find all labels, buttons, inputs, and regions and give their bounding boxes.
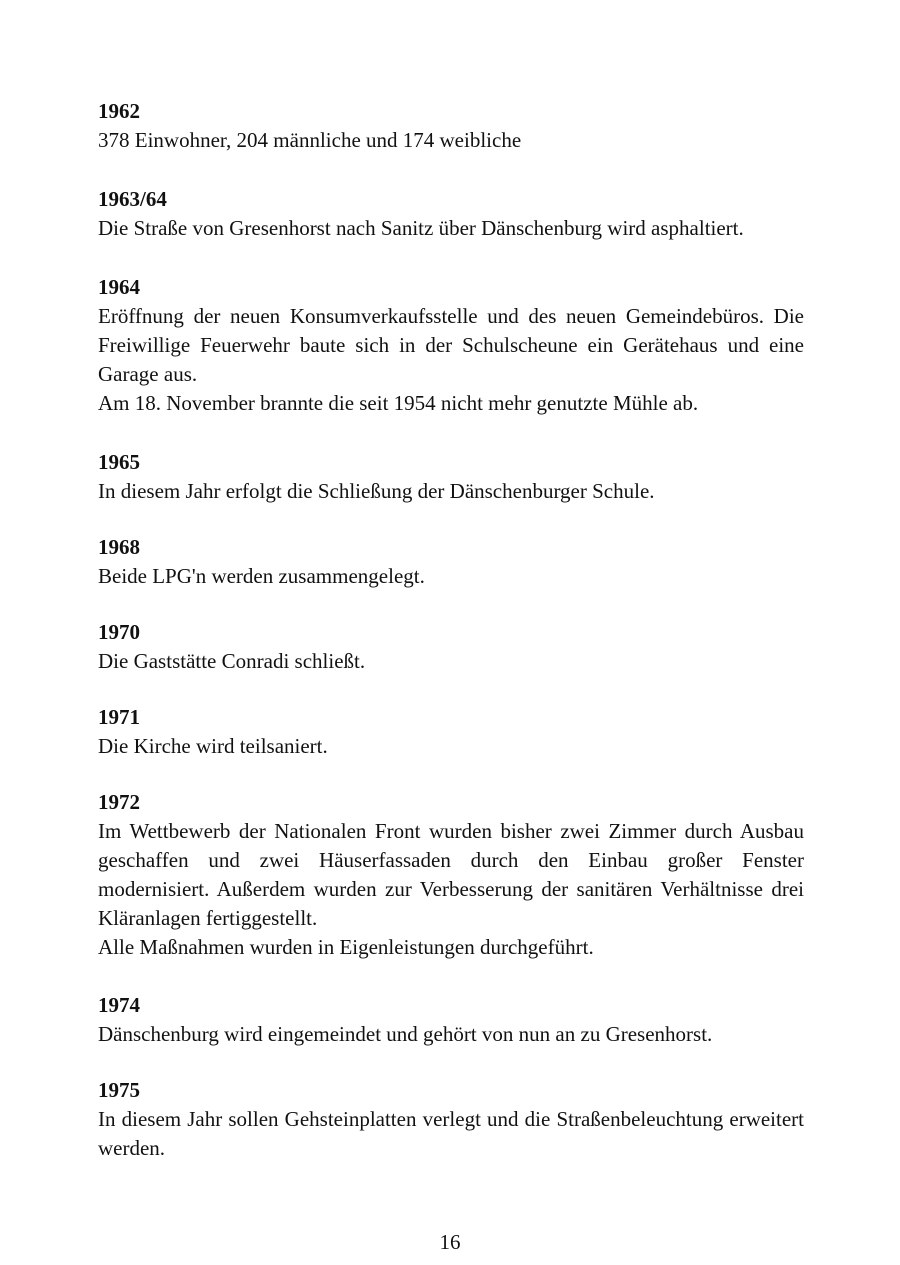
entry-year: 1963/64 xyxy=(98,187,167,211)
entry-paragraph: Im Wettbewerb der Nationalen Front wurden bisher zwei Zimmer durch Ausbau geschaffen und zwei Häuserfassaden durch den Einbau großer Fenster modernisiert. Außerdem wurden zur Verbesserung der sanitären Verhältnisse drei Kläranlagen fertiggestellt. xyxy=(98,819,804,930)
chronicle-entry xyxy=(98,991,804,1049)
entry-body xyxy=(98,214,804,243)
entry-year: 1965 xyxy=(98,450,140,474)
entry-paragraph: In diesem Jahr sollen Gehsteinplatten verlegt und die Straßenbeleuchtung erweitert werden. xyxy=(98,1107,804,1160)
chronicle-entry xyxy=(98,273,804,418)
entry-body xyxy=(98,477,804,506)
page-number: 16 xyxy=(439,1230,461,1254)
entry-body xyxy=(98,126,804,155)
chronicle-entry xyxy=(98,618,804,676)
entry-paragraph: Am 18. November brannte die seit 1954 nicht mehr genutzte Mühle ab. xyxy=(98,391,699,415)
chronicle-entry xyxy=(98,448,804,506)
entry-year: 1970 xyxy=(98,620,140,644)
entry-paragraph: Alle Maßnahmen wurden in Eigenleistungen durchgeführt. xyxy=(98,935,594,959)
entry-paragraph: Eröffnung der neuen Konsumverkaufsstelle und des neuen Gemeindebüros. Die Freiwillige Feuerwehr baute sich in der Schulscheune ein Gerätehaus und eine Garage aus. xyxy=(98,304,804,386)
chronicle-entry xyxy=(98,788,804,962)
entry-year: 1962 xyxy=(98,99,140,123)
entry-body xyxy=(98,817,804,962)
entry-paragraph: Dänschenburg wird eingemeindet und gehört von nun an zu Gresenhorst. xyxy=(98,1022,713,1046)
entry-body xyxy=(98,1020,804,1049)
entry-year: 1968 xyxy=(98,535,140,559)
chronicle-entry xyxy=(98,1076,804,1163)
chronicle-entries xyxy=(98,97,804,1163)
entry-paragraph: 378 Einwohner, 204 männliche und 174 weibliche xyxy=(98,128,522,152)
entry-body xyxy=(98,302,804,418)
entry-paragraph: Die Gaststätte Conradi schließt. xyxy=(98,649,366,673)
entry-year: 1974 xyxy=(98,993,140,1017)
chronicle-entry xyxy=(98,97,804,155)
entry-paragraph: Die Straße von Gresenhorst nach Sanitz über Dänschenburg wird asphaltiert. xyxy=(98,216,744,240)
entry-paragraph: Beide LPG'n werden zusammengelegt. xyxy=(98,564,425,588)
entry-body xyxy=(98,732,804,761)
chronicle-entry xyxy=(98,533,804,591)
chronicle-entry xyxy=(98,185,804,243)
entry-body xyxy=(98,1105,804,1163)
entry-paragraph: In diesem Jahr erfolgt die Schließung der Dänschenburger Schule. xyxy=(98,479,655,503)
entry-year: 1975 xyxy=(98,1078,140,1102)
entry-year: 1964 xyxy=(98,275,140,299)
entry-body xyxy=(98,647,804,676)
entry-year: 1971 xyxy=(98,705,140,729)
entry-paragraph: Die Kirche wird teilsaniert. xyxy=(98,734,328,758)
entry-body xyxy=(98,562,804,591)
entry-year: 1972 xyxy=(98,790,140,814)
chronicle-entry xyxy=(98,703,804,761)
